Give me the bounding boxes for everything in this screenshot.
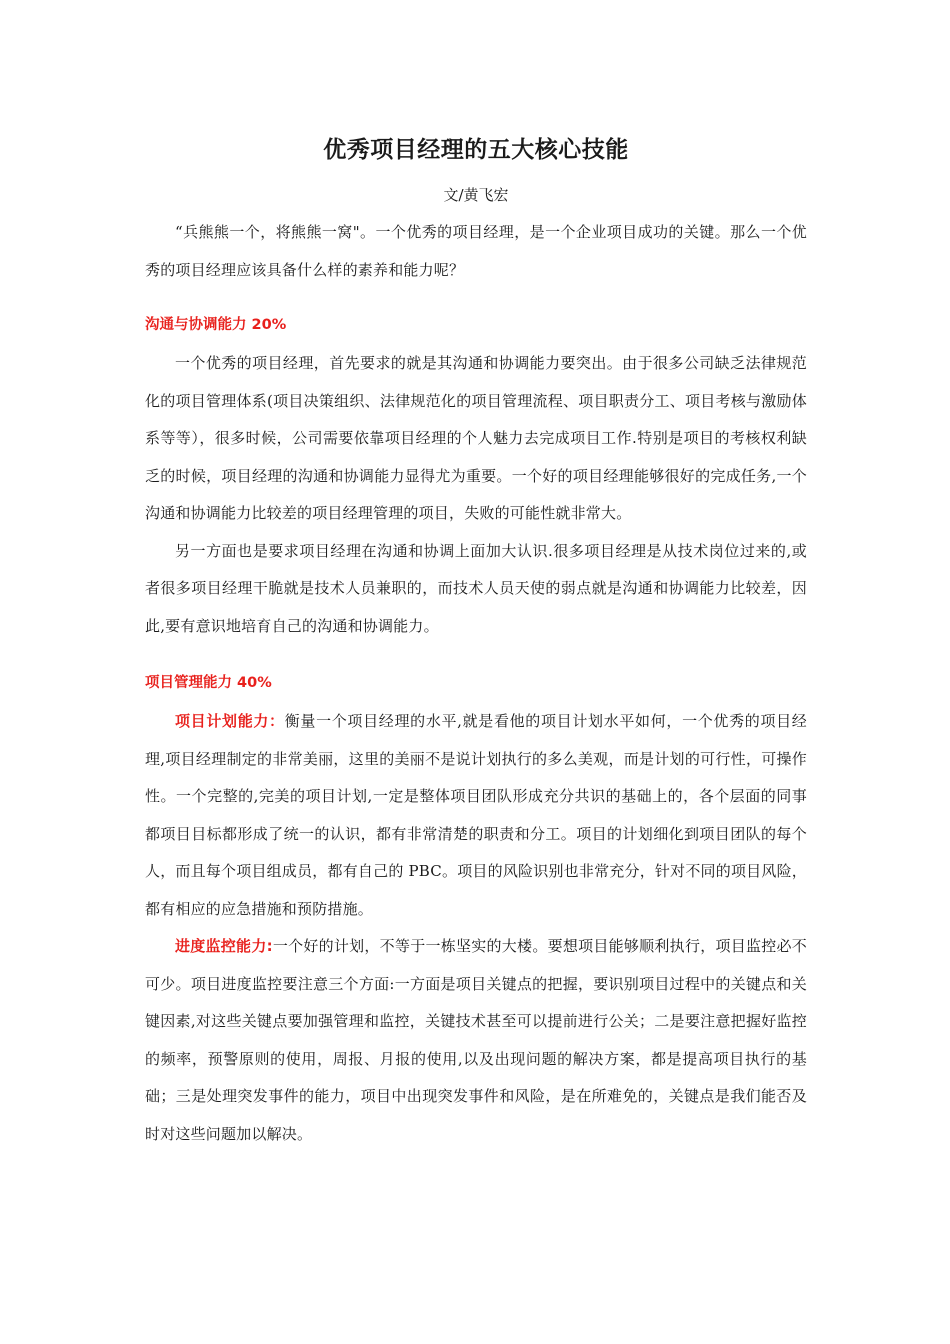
planning-text: 衡量一个项目经理的水平,就是看他的项目计划水平如何，一个优秀的项目经理,项目经理制定的非常美丽，这里的美丽不是说计划执行的多么美观，而是计划的可行性，可操作性。一个完整的,完美的项目计划,一定是整体项目团队形成充分共识的基础上的，各个层面的同事都项目目标都形成了统一的认识，都有非常清楚的职责和分工。项目的计划细化到项目团队的每个人，而且每个项目组成员，都有自己的 PBC。项目的风险识别也非常充分，针对不同的项目风险，都有相应的应急措施和预防措施。 bbox=[145, 712, 807, 918]
communication-paragraph-1: 一个优秀的项目经理，首先要求的就是其沟通和协调能力要突出。由于很多公司缺乏法律规范化的项目管理体系(项目决策组织、法律规范化的项目管理流程、项目职责分工、项目考核与激励体系等等），很多时候，公司需要依靠项目经理的个人魅力去完成项目工作.特别是项目的考核权利缺乏的时候，项目经理的沟通和协调能力显得尤为重要。一个好的项目经理能够很好的完成任务,一个沟通和协调能力比较差的项目经理管理的项目，失败的可能性就非常大。 bbox=[145, 354, 807, 522]
document-page bbox=[145, 134, 807, 1153]
monitoring-label: 进度监控能力: bbox=[175, 937, 273, 955]
section-heading-communication: 沟通与协调能力 20% bbox=[145, 317, 287, 333]
intro-paragraph: “兵熊熊一个，将熊熊一窝"。一个优秀的项目经理，是一个企业项目成功的关键。那么一个优秀的项目经理应该具备什么样的素养和能力呢？ bbox=[145, 223, 807, 279]
author-line: 文/黄飞宏 bbox=[443, 186, 509, 204]
section-heading-project-management: 项目管理能力 40% bbox=[145, 675, 272, 691]
monitoring-text: 一个好的计划，不等于一栋坚实的大楼。要想项目能够顺利执行，项目监控必不可少。项目进度监控要注意三个方面:一方面是项目关键点的把握，要识别项目过程中的关键点和关键因素,对这些关键点要加强管理和监控，关键技术甚至可以提前进行公关；二是要注意把握好监控的频率，预警原则的使用，周报、月报的使用,以及出现问题的解决方案，都是提高项目执行的基础；三是处理突发事件的能力，项目中出现突发事件和风险，是在所难免的，关键点是我们能否及时对这些问题加以解决。 bbox=[145, 937, 807, 1143]
planning-paragraph bbox=[145, 703, 807, 928]
monitoring-paragraph bbox=[145, 928, 807, 1153]
communication-paragraph-2: 另一方面也是要求项目经理在沟通和协调上面加大认识.很多项目经理是从技术岗位过来的,或者很多项目经理干脆就是技术人员兼职的，而技术人员天使的弱点就是沟通和协调能力比较差，因此,要有意识地培育自己的沟通和协调能力。 bbox=[145, 541, 807, 635]
document-title: 优秀项目经理的五大核心技能 bbox=[323, 137, 629, 163]
planning-label: 项目计划能力： bbox=[175, 712, 285, 730]
